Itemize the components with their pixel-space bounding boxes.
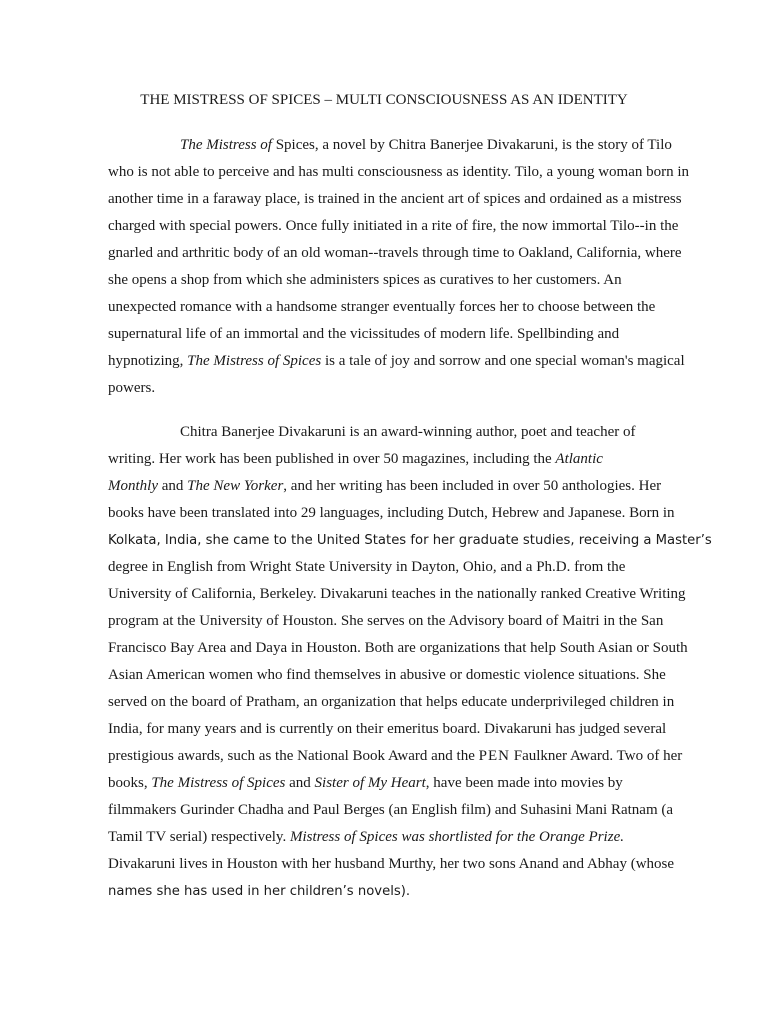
- italic-text: Mistress of Spices was shortlisted for the Orange Prize.: [289, 829, 624, 845]
- text-line: [108, 375, 663, 402]
- text-run: filmmakers Gurinder Chadha and Paul Berges (an English film) and Suhasini Mani Ratnam (a: [108, 802, 674, 818]
- italic-text: Monthly: [108, 478, 158, 494]
- text-run: Asian American women who find themselves in abusive or domestic violence situations. She: [108, 667, 666, 683]
- text-line: [108, 851, 675, 878]
- text-run: Spices, a novel by Chitra Banerjee Divakaruni, is the story of Tilo: [271, 137, 672, 153]
- text-run: she opens a shop from which she administers spices as curatives to her customers. An: [108, 272, 622, 288]
- document-title: THE MISTRESS OF SPICES – MULTI CONSCIOUSNESS AS AN IDENTITY: [140, 92, 628, 108]
- text-line: [108, 716, 667, 743]
- text-line: [108, 240, 682, 267]
- text-line: [108, 294, 663, 321]
- text-run: , have been made into movies by: [425, 775, 623, 791]
- text-run: is a tale of joy and sorrow and one special woman's magical: [321, 353, 685, 369]
- text-run: writing. Her work has been published in over 50 magazines, including the: [108, 451, 556, 467]
- text-line: [108, 500, 675, 527]
- text-run: unexpected romance with a handsome stranger eventually forces her to choose between the: [108, 299, 656, 315]
- paragraph-2: [108, 419, 712, 905]
- text-run: and: [158, 478, 188, 494]
- italic-text: Sister of My Heart: [314, 775, 426, 791]
- text-run: , and her writing has been included in over 50 anthologies. Her: [283, 478, 662, 494]
- text-run: powers.: [108, 380, 156, 396]
- text-run: degree in English from Wright State University in Dayton, Ohio, and a Ph.D. from the: [108, 559, 626, 575]
- text-line: [108, 743, 683, 770]
- text-line: [108, 473, 663, 500]
- text-line: [108, 608, 663, 635]
- text-run: Chitra Banerjee Divakaruni is an award-winning author, poet and teacher of: [180, 424, 636, 440]
- text-run: supernatural life of an immortal and the vicissitudes of modern life. Spellbinding and: [108, 326, 620, 342]
- italic-text: The Mistress of Spices: [151, 775, 286, 791]
- text-line: [108, 446, 663, 473]
- text-run: prestigious awards, such as the National Book Award and the: [108, 748, 479, 764]
- italic-text: The Mistress of: [180, 137, 272, 153]
- text-line: [108, 770, 663, 797]
- text-run: Kolkata, India, she came to the United States for her graduate studies, receiving a Master’s: [108, 533, 712, 548]
- text-run: Divakaruni lives in Houston with her husband Murthy, her two sons Anand and Abhay (whose: [108, 856, 675, 872]
- text-run: gnarled and arthritic body of an old woman--travels through time to Oakland, California, where: [108, 245, 682, 261]
- text-run: books have been translated into 29 languages, including Dutch, Hebrew and Japanese. Born in: [108, 505, 675, 521]
- text-line: [108, 797, 674, 824]
- text-run: PEN: [478, 748, 510, 764]
- italic-text: Atlantic: [555, 451, 603, 467]
- text-line: [108, 159, 690, 186]
- text-line: [108, 186, 682, 213]
- text-line: [108, 554, 663, 581]
- text-run: Francisco Bay Area and Daya in Houston. Both are organizations that help South Asian or South: [108, 640, 688, 656]
- text-run: India, for many years and is currently on their emeritus board. Divakaruni has judged several: [108, 721, 667, 737]
- text-run: another time in a faraway place, is trained in the ancient art of spices and ordained as a mistress: [108, 191, 682, 207]
- text-line: [108, 348, 685, 375]
- text-line: [108, 267, 663, 294]
- text-run: and: [285, 775, 315, 791]
- text-run: names she has used in her children’s novels).: [108, 884, 411, 899]
- italic-text: The New Yorker: [187, 478, 284, 494]
- text-run: hypnotizing,: [108, 353, 188, 369]
- text-run: Faulkner Award. Two of her: [509, 748, 683, 764]
- text-run: charged with special powers. Once fully initiated in a rite of fire, the now immortal Tilo--in the: [108, 218, 679, 234]
- text-line: [108, 581, 686, 608]
- text-run: University of California, Berkeley. Divakaruni teaches in the nationally ranked Creative Writing: [108, 586, 686, 602]
- text-line: [108, 878, 663, 905]
- text-line: [108, 824, 663, 851]
- paragraph-1: [108, 132, 690, 402]
- italic-text: The Mistress of Spices: [187, 353, 322, 369]
- text-line: [108, 213, 679, 240]
- text-run: served on the board of Pratham, an organization that helps educate underprivileged children in: [108, 694, 675, 710]
- text-run: program at the University of Houston. She serves on the Advisory board of Maitri in the San: [108, 613, 664, 629]
- text-line: [108, 689, 675, 716]
- text-run: Tamil TV serial) respectively.: [108, 829, 290, 845]
- text-line: [108, 419, 663, 446]
- text-line: [108, 132, 672, 159]
- text-line: [108, 635, 688, 662]
- text-line: [108, 662, 666, 689]
- text-run: books,: [108, 775, 152, 791]
- text-line: [108, 321, 663, 348]
- text-run: who is not able to perceive and has multi consciousness as identity. Tilo, a young woman born in: [108, 164, 690, 180]
- text-line: [108, 527, 712, 554]
